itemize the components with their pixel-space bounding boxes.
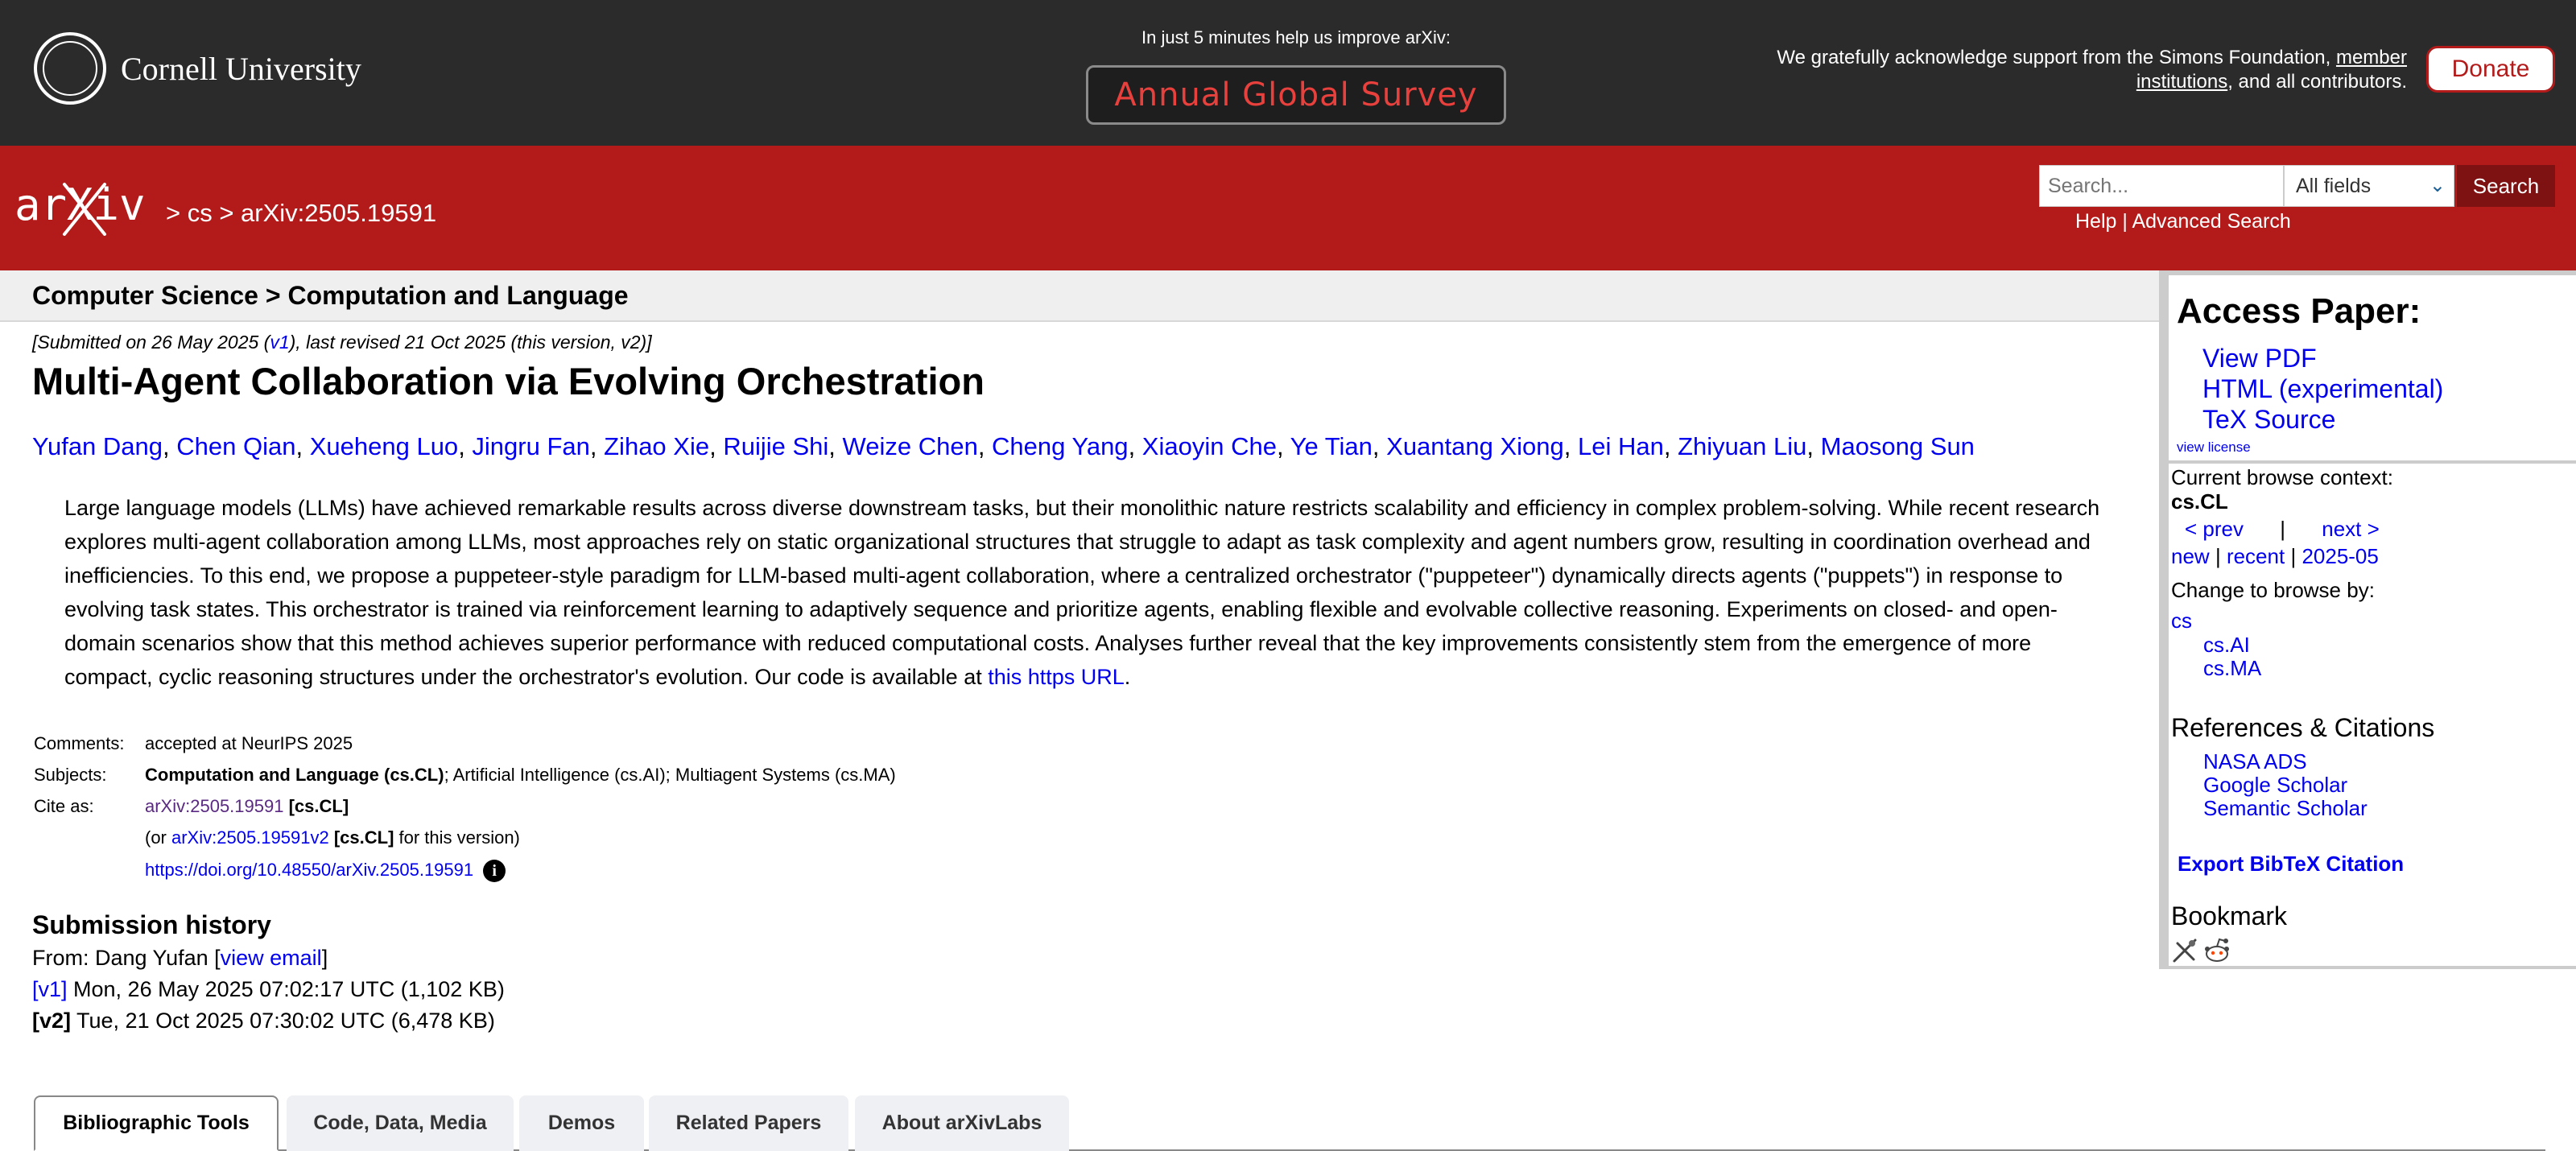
references-links — [2203, 750, 2368, 820]
author-link[interactable]: Weize Chen — [842, 432, 978, 460]
tab-demos[interactable]: Demos — [519, 1095, 644, 1151]
subject-header — [0, 270, 2159, 322]
recent-link[interactable]: recent — [2226, 544, 2285, 568]
list-links: new | recent | 2025-05 — [2171, 544, 2379, 568]
new-link[interactable]: new — [2171, 544, 2210, 568]
arxiv-header — [0, 146, 2576, 270]
secondary-subjects: ; Artificial Intelligence (cs.AI); Multiagent Systems (cs.MA) — [444, 765, 896, 785]
v2-label: [v2] — [32, 1009, 72, 1033]
submitter-line — [32, 943, 505, 974]
prev-link[interactable]: < prev — [2185, 517, 2244, 541]
abstract-text: Large language models (LLMs) have achieved remarkable results across diverse downstream tasks, but their monolithic nature restricts scalability and efficiency in complex problem-solving. While recent research explores multi-agent collaboration among LLMs, most approaches rely on static organizational structures that struggle to adapt as task complexity and agent numbers grow, resulting in coordination overhead and inefficiencies. To this end, we propose a puppeteer-style paradigm for LLM-based multi-agent collaboration, where a centralized orchestrator ("puppeteer") dynamically directs agents ("puppets") in response to evolving task states. This orchestrator is trained via reinforcement learning to adaptively sequence and prioritize agents, enabling flexible and evolvable collective reasoning. Experiments on closed- and open-domain scenarios show that this method achieves superior performance with reduced computational costs. Analyses further reveal that the key improvements consistently stem from the emergence of more compact, cyclic reasoning structures under the orchestrator's evolution. Our code is available at — [64, 496, 2100, 689]
dateline-v1-link[interactable]: v1 — [270, 332, 290, 353]
comments-value: accepted at NeurIPS 2025 — [145, 733, 353, 753]
right-sidebar — [2159, 270, 2576, 969]
dateline-part-1: [Submitted on 26 May 2025 ( — [32, 332, 270, 353]
paper-title: Multi-Agent Collaboration via Evolving Orchestration — [32, 360, 985, 402]
doi-link[interactable]: https://doi.org/10.48550/arXiv.2505.19591 — [145, 859, 474, 880]
access-paper-heading: Access Paper: — [2177, 291, 2421, 331]
cite-v2-link[interactable]: arXiv:2505.19591v2 — [171, 827, 329, 848]
access-paper-box — [2169, 275, 2576, 460]
author-link[interactable]: Jingru Fan — [472, 432, 590, 460]
subjects-label: Subjects: — [34, 765, 107, 785]
author-link[interactable]: Xiaoyin Che — [1141, 432, 1277, 460]
dateline-part-2: ), last revised 21 Oct 2025 (this version, v2)] — [289, 332, 652, 353]
cite-tag: [cs.CL] — [288, 796, 349, 816]
author-link[interactable]: Cheng Yang — [992, 432, 1129, 460]
bibsonomy-icon[interactable] — [2171, 937, 2198, 964]
submitter-end: ] — [321, 946, 328, 970]
support-text-1: We gratefully acknowledge support from the Simons Foundation, — [1777, 47, 2336, 68]
browse-context-label: Current browse context: — [2171, 465, 2394, 489]
survey-button[interactable] — [1086, 65, 1506, 125]
author-link[interactable]: Yufan Dang — [32, 432, 163, 460]
cite-row — [34, 797, 896, 894]
tab-about-arxivlabs[interactable]: About arXivLabs — [855, 1095, 1069, 1151]
cite-label: Cite as: — [34, 796, 94, 816]
abstract — [64, 491, 2109, 694]
info-icon[interactable]: i — [483, 860, 506, 882]
version-v2 — [32, 1005, 505, 1037]
submission-dateline — [32, 332, 652, 353]
author-list: Yufan Dang, Chen Qian, Xueheng Luo, Jingru Fan, Zihao Xie, Ruijie Shi, Weize Chen, Cheng Yang, Xiaoyin Che, Ye Tian, Xuantang Xiong, Lei Han, Zhiyuan Liu, Maosong Sun — [32, 432, 1975, 460]
semantic-scholar-link[interactable]: Semantic Scholar — [2203, 796, 2368, 820]
references-heading: References & Citations — [2171, 713, 2435, 742]
browse-cs-link[interactable]: cs — [2171, 609, 2192, 633]
support-text — [1755, 46, 2407, 94]
submitter-text: From: Dang Yufan [ — [32, 946, 221, 970]
search-field-value: All fields — [2296, 175, 2372, 197]
browse-cs — [2171, 607, 2192, 634]
author-link[interactable]: Ye Tian — [1290, 432, 1373, 460]
subjects-row — [34, 765, 896, 797]
cite-v2-tag: [cs.CL] — [333, 827, 394, 848]
chevron-down-icon: ⌄ — [2429, 175, 2446, 196]
top-banner — [0, 0, 2576, 146]
next-link[interactable]: next > — [2322, 517, 2380, 541]
advanced-search-link[interactable]: Advanced Search — [2132, 210, 2291, 233]
cornell-name: Cornell University — [121, 50, 361, 87]
author-link[interactable]: Chen Qian — [176, 432, 296, 460]
bibtex-box — [2169, 839, 2576, 889]
author-link[interactable]: Zihao Xie — [604, 432, 710, 460]
html-link[interactable]: HTML (experimental) — [2202, 374, 2444, 403]
cite-id-link[interactable]: arXiv:2505.19591 — [145, 796, 284, 816]
arxiv-logo-icon[interactable] — [14, 178, 163, 236]
author-link[interactable]: Xuantang Xiong — [1386, 432, 1564, 460]
view-email-link[interactable]: view email — [220, 946, 322, 970]
breadcrumb[interactable]: > cs > arXiv:2505.19591 — [166, 199, 437, 227]
primary-subject: Computation and Language (cs.CL) — [145, 765, 444, 785]
labs-tabs — [34, 1095, 2545, 1151]
author-link[interactable]: Ruijie Shi — [723, 432, 829, 460]
link-separator: | — [2116, 210, 2132, 233]
browse-ai-link[interactable]: cs.AI — [2203, 633, 2250, 657]
member-institutions-link[interactable]: member institutions — [2136, 47, 2407, 93]
cornell-logo[interactable] — [34, 32, 361, 105]
abstract-end: . — [1124, 665, 1131, 689]
search-input[interactable] — [2039, 165, 2284, 207]
submission-history-heading: Submission history — [32, 910, 271, 939]
tex-source-link[interactable]: TeX Source — [2202, 405, 2336, 434]
cornell-seal-icon — [34, 32, 106, 105]
tab-bibliographic-tools[interactable]: Bibliographic Tools — [34, 1095, 279, 1151]
v1-details: Mon, 26 May 2025 07:02:17 UTC (1,102 KB) — [67, 977, 505, 1001]
prev-next-nav — [2185, 515, 2380, 542]
nav-separator: | — [2280, 517, 2285, 541]
tab-code-data-media[interactable]: Code, Data, Media — [287, 1095, 514, 1151]
tab-related-papers[interactable]: Related Papers — [649, 1095, 848, 1151]
browse-ma — [2203, 654, 2261, 682]
cite-v2-end: for this version) — [394, 827, 520, 848]
browse-context-value: cs.CL — [2171, 489, 2228, 514]
survey-button-label: Annual Global Survey — [1114, 76, 1478, 113]
survey-prompt: In just 5 minutes help us improve arXiv: — [1141, 27, 1451, 47]
search-button[interactable]: Search — [2457, 165, 2555, 207]
search-field-select[interactable] — [2284, 165, 2454, 207]
metadata-table — [34, 734, 896, 894]
author-link[interactable]: Xueheng Luo — [309, 432, 459, 460]
cite-value — [145, 797, 896, 894]
nasa-ads-link[interactable]: NASA ADS — [2203, 749, 2307, 774]
bookmark-box — [2169, 892, 2576, 966]
arxiv-logo-text: arXiv — [14, 179, 146, 230]
comments-label: Comments: — [34, 733, 125, 753]
search-help-links — [2075, 210, 2291, 233]
change-browse-label: Change to browse by: — [2171, 578, 2375, 602]
submission-history — [32, 910, 505, 1037]
subjects-value — [145, 765, 896, 797]
v1-link[interactable]: [v1] — [32, 977, 68, 1001]
version-v1 — [32, 974, 505, 1005]
v2-details: Tue, 21 Oct 2025 07:30:02 UTC (6,478 KB) — [71, 1009, 495, 1033]
export-bibtex-link[interactable]: Export BibTeX Citation — [2178, 852, 2405, 876]
google-scholar-link[interactable]: Google Scholar — [2203, 773, 2348, 797]
view-license-link[interactable]: view license — [2177, 439, 2251, 455]
browse-ma-link[interactable]: cs.MA — [2203, 656, 2262, 680]
comments-row — [34, 734, 896, 765]
subject-heading: Computer Science > Computation and Language — [32, 281, 629, 310]
donate-button[interactable]: Donate — [2426, 46, 2555, 93]
help-link[interactable]: Help — [2075, 210, 2117, 233]
author-link[interactable]: Lei Han — [1578, 432, 1664, 460]
support-text-2: , and all contributors. — [2227, 71, 2407, 93]
bookmark-icons — [2171, 937, 2231, 964]
cite-or: (or — [145, 827, 171, 848]
author-link[interactable]: Zhiyuan Liu — [1678, 432, 1807, 460]
bookmark-heading: Bookmark — [2171, 901, 2288, 930]
abstract-code-link[interactable]: this https URL — [988, 665, 1125, 689]
view-pdf-link[interactable]: View PDF — [2202, 344, 2317, 373]
reddit-icon[interactable] — [2203, 937, 2231, 964]
author-link[interactable]: Maosong Sun — [1820, 432, 1975, 460]
month-link[interactable]: 2025-05 — [2301, 544, 2379, 568]
access-links — [2202, 343, 2443, 435]
references-box — [2169, 700, 2576, 835]
